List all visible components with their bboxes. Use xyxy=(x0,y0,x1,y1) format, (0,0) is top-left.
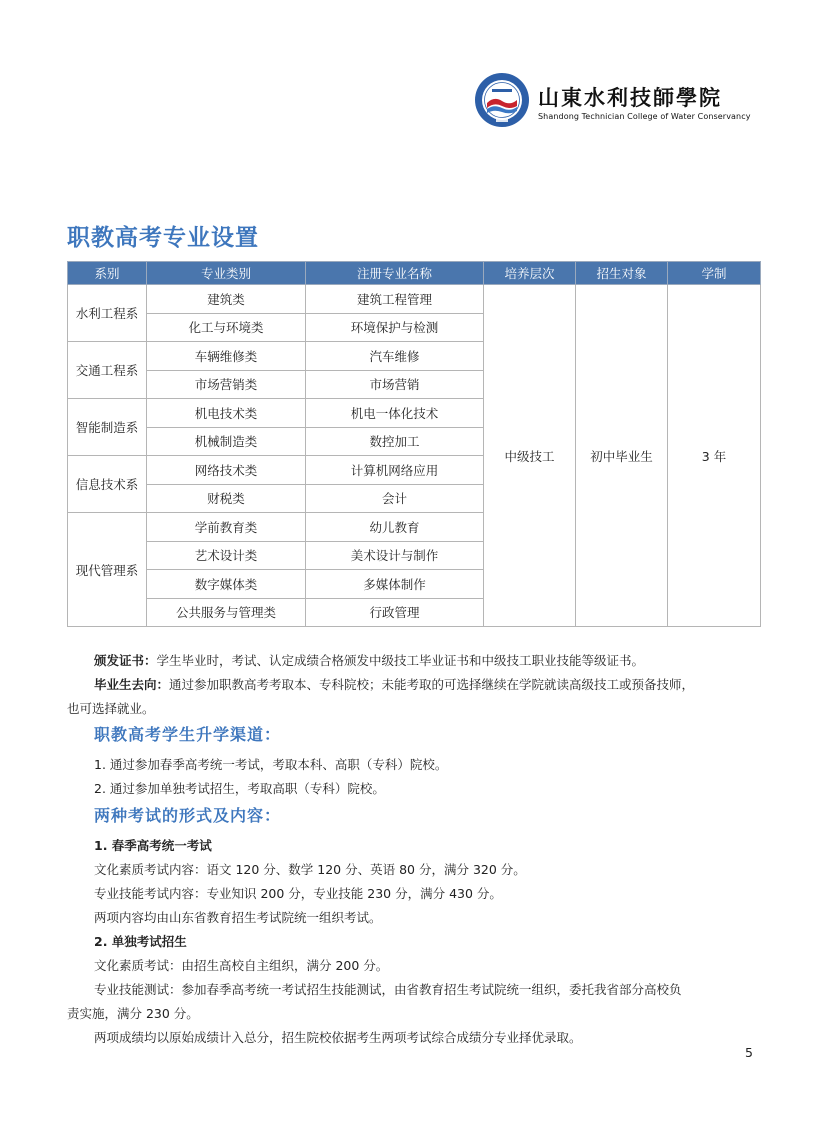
school-seal-icon xyxy=(474,72,530,128)
spring-exam-title: 1. 春季高考统一考试 xyxy=(94,838,212,853)
destination-paragraph xyxy=(67,673,767,697)
category-cell: 公共服务与管理类 xyxy=(147,598,306,627)
major-cell: 机电一体化技术 xyxy=(306,399,484,428)
certificate-label: 颁发证书： xyxy=(94,653,157,668)
school-name-en: Shandong Technician College of Water Conservancy xyxy=(538,112,751,121)
department-cell: 交通工程系 xyxy=(68,342,147,399)
column-header: 注册专业名称 xyxy=(306,262,484,285)
exams-heading: 两种考试的形式及内容： xyxy=(94,806,282,825)
exams-section xyxy=(67,803,767,1050)
category-cell: 市场营销类 xyxy=(147,370,306,399)
single-exam-line: 两项成绩均以原始成绩计入总分，招生院校依据考生两项考试综合成绩分专业择优录取。 xyxy=(94,1030,582,1045)
list-item: 1. 通过参加春季高考统一考试，考取本科、高职（专科）院校。 xyxy=(94,757,448,772)
table-header-row xyxy=(68,262,761,285)
major-cell: 建筑工程管理 xyxy=(306,285,484,314)
category-cell: 机电技术类 xyxy=(147,399,306,428)
column-header: 培养层次 xyxy=(484,262,576,285)
category-cell: 机械制造类 xyxy=(147,427,306,456)
category-cell: 网络技术类 xyxy=(147,456,306,485)
page-title: 职教高考专业设置 xyxy=(67,225,259,251)
spring-exam-line: 两项内容均由山东省教育招生考试院统一组织考试。 xyxy=(94,910,382,925)
channels-heading: 职教高考学生升学渠道： xyxy=(94,725,282,744)
department-cell: 智能制造系 xyxy=(68,399,147,456)
column-header: 招生对象 xyxy=(576,262,668,285)
page-number: 5 xyxy=(745,1045,753,1060)
major-cell: 计算机网络应用 xyxy=(306,456,484,485)
school-name-cn: 山東水利技師學院 xyxy=(538,85,722,110)
column-header: 专业类别 xyxy=(147,262,306,285)
single-exam-line-continued: 责实施，满分 230 分。 xyxy=(67,1006,199,1021)
major-cell: 数控加工 xyxy=(306,427,484,456)
category-cell: 车辆维修类 xyxy=(147,342,306,371)
major-cell: 环境保护与检测 xyxy=(306,313,484,342)
category-cell: 学前教育类 xyxy=(147,513,306,542)
spring-exam-line: 专业技能考试内容：专业知识 200 分，专业技能 230 分，满分 430 分。 xyxy=(94,886,502,901)
target-cell: 初中毕业生 xyxy=(576,285,668,627)
certificate-paragraph xyxy=(67,649,767,673)
category-cell: 建筑类 xyxy=(147,285,306,314)
destination-label: 毕业生去向： xyxy=(94,677,170,692)
school-logo xyxy=(474,72,764,132)
channels-section xyxy=(67,722,767,801)
department-cell: 信息技术系 xyxy=(68,456,147,513)
category-cell: 财税类 xyxy=(147,484,306,513)
department-cell: 水利工程系 xyxy=(68,285,147,342)
major-cell: 会计 xyxy=(306,484,484,513)
column-header: 系别 xyxy=(68,262,147,285)
single-exam-line: 文化素质考试：由招生高校自主组织，满分 200 分。 xyxy=(94,958,389,973)
major-cell: 市场营销 xyxy=(306,370,484,399)
destination-text: 通过参加职教高考考取本、专科院校；未能考取的可选择继续在学院就读高级技工或预备技师， xyxy=(169,677,695,692)
column-header: 学制 xyxy=(668,262,761,285)
single-exam-title: 2. 单独考试招生 xyxy=(94,934,187,949)
certificate-text: 学生毕业时，考试、认定成绩合格颁发中级技工毕业证书和中级技工职业技能等级证书。 xyxy=(156,653,645,668)
category-cell: 艺术设计类 xyxy=(147,541,306,570)
duration-cell: 3 年 xyxy=(668,285,761,627)
list-item: 2. 通过参加单独考试招生，考取高职（专科）院校。 xyxy=(94,781,385,796)
category-cell: 数字媒体类 xyxy=(147,570,306,599)
majors-table xyxy=(67,261,761,627)
major-cell: 行政管理 xyxy=(306,598,484,627)
major-cell: 幼儿教育 xyxy=(306,513,484,542)
info-section xyxy=(67,649,767,721)
major-cell: 汽车维修 xyxy=(306,342,484,371)
spring-exam-line: 文化素质考试内容：语文 120 分、数学 120 分、英语 80 分，满分 320 分。 xyxy=(94,862,526,877)
destination-continued: 也可选择就业。 xyxy=(67,701,155,716)
major-cell: 多媒体制作 xyxy=(306,570,484,599)
single-exam-line: 专业技能测试：参加春季高考统一考试招生技能测试，由省教育招生考试院统一组织，委托我省部分高校负 xyxy=(94,982,682,997)
category-cell: 化工与环境类 xyxy=(147,313,306,342)
level-cell: 中级技工 xyxy=(484,285,576,627)
major-cell: 美术设计与制作 xyxy=(306,541,484,570)
table-row xyxy=(68,285,761,314)
department-cell: 现代管理系 xyxy=(68,513,147,627)
